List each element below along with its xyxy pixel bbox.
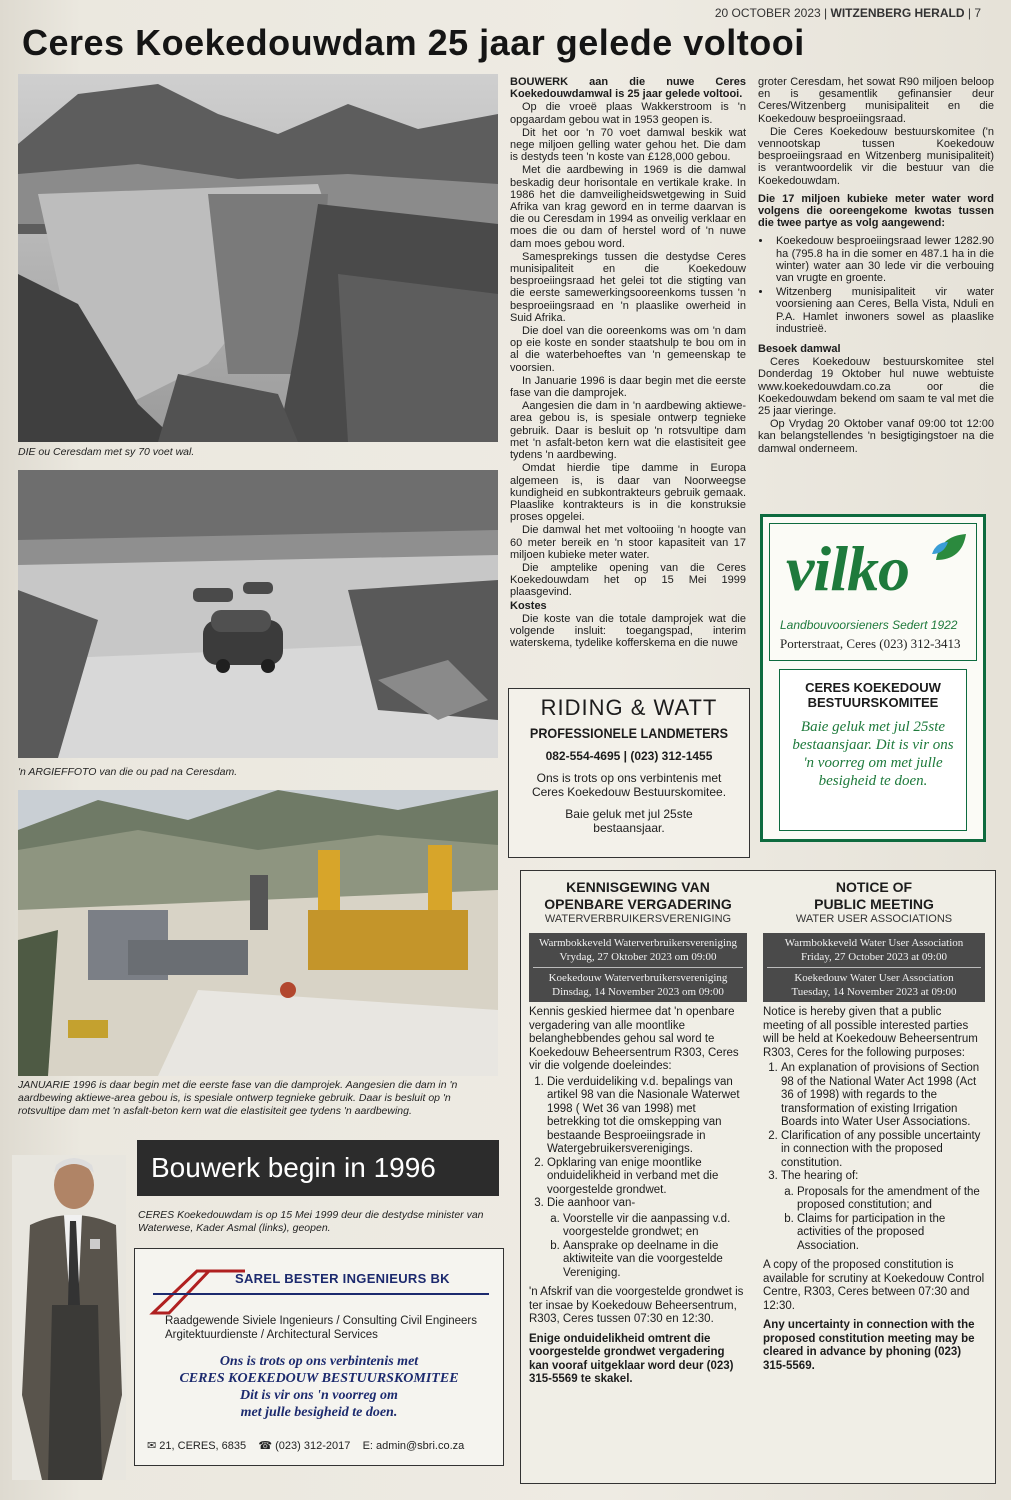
- notice-english: [763, 879, 985, 1373]
- vilko-heading1: CERES KOEKEDOUW: [805, 680, 941, 695]
- notice-en-title2: PUBLIC MEETING: [814, 896, 934, 912]
- notice-af-item-3: [547, 1197, 747, 1280]
- notice-en-subitem: a. Proposals for the amendment of the proposed constitution; and: [797, 1186, 985, 1213]
- notice-en-title1: NOTICE OF: [835, 879, 913, 895]
- notice-af-copy: 'n Afskrif van die voorgestelde grondwet is ter insae by Koekedouw Beheersentrum, R303, Ceres tussen 07:30 en 12:30.: [529, 1286, 744, 1325]
- riding-watt-subtitle: PROFESSIONELE LANDMETERS: [529, 725, 729, 741]
- article-p5: Samesprekings tussen die destydse Ceres munisipaliteit en die Koekedouw besproeiingsraad het gelei tot die stigting van die eerste samewerkingsooreenkoms tussen 'n besproeiingsraad en 'n plaaslike owerheid in Suid Afrika.: [510, 250, 746, 324]
- notice-en-box3: Koekedouw Water User Association: [794, 972, 954, 984]
- notice-af-dates: [529, 933, 747, 1002]
- notice-en-item: 2. Clarification of any possible uncertainty in connection with the proposed constitution.: [781, 1130, 985, 1171]
- ad-riding-watt: [508, 688, 750, 858]
- sarel-bester-msg4: met julle besigheid te doen.: [240, 1405, 398, 1420]
- caption-photo-construction: JANUARIE 1996 is daar begin met die eerste fase van die damprojek. Aangesien die dam in 'n aardbewing aktiewe-area gebou is, is spesiale ontwerp tegnieke gebruik. Daar is besluit op 'n rotsvultipe dam met 'n asfalt-beton kern wat die elastisiteit gee tydens 'n aardbewing.: [18, 1079, 458, 1117]
- notice-en-item-3: [781, 1170, 985, 1253]
- notice-en-items: [763, 1062, 985, 1253]
- public-meeting-notices: [520, 870, 996, 1484]
- ad-sarel-bester: [134, 1248, 504, 1466]
- photo-construction-1996: [18, 790, 498, 1076]
- besoek-p1: Ceres Koekedouw bestuurskomitee stel Donderdag 19 Oktober hul nuwe webtuiste www.koekedouwdam.co.za oor die Koekedouwdam bekend om saam te val met die 25 jaar vieringe.: [758, 356, 994, 418]
- notice-en-item: 1. An explanation of provisions of Section 98 of the National Water Act 1998 (Act 36 of 1998) with regards to the transformation of existing Irrigation Boards into Water User Associations.: [781, 1062, 985, 1130]
- notice-en-box2: Friday, 27 October 2023 at 09:00: [801, 951, 947, 963]
- divider: [767, 967, 981, 968]
- notice-en-body: [763, 1006, 985, 1373]
- sarel-bester-message: [135, 1353, 503, 1421]
- vilko-heading2: BESTUURSKOMITEE: [807, 695, 939, 710]
- header-page-number: 7: [974, 6, 981, 20]
- article-col2-p2: Die Ceres Koekedouw bestuurskomitee ('n vennootskap tussen Koekedouw besproeiingsraad en Witzenberg munisipaliteit) is verantwoordelik vir die bestuur van die Koekedouwdam.: [758, 125, 994, 187]
- photo-minister: [12, 1155, 126, 1480]
- article-p7: In Januarie 1996 is daar begin met die eerste fase van die damprojek.: [510, 374, 746, 400]
- caption-photo-old-dam: DIE ou Ceresdam met sy 70 voet wal.: [18, 446, 195, 458]
- vilko-address: Porterstraat, Ceres (023) 312-3413: [780, 636, 961, 651]
- photo-old-dam: [18, 74, 498, 442]
- photo-archive-road: [18, 470, 498, 758]
- riding-watt-line1: Ons is trots op ons verbintenis met Ceres Koekedouw Bestuurskomitee.: [531, 771, 727, 799]
- kwota-item: • Koekedouw besproeiingsraad lewer 1282.90 ha (795.8 ha in die somer en 487.1 ha in die winter) water aan 30 lede vir die verbouing van vrugte en groente.: [772, 235, 994, 284]
- phone-icon: ☎: [258, 1440, 273, 1452]
- sarel-bester-contact: [147, 1439, 497, 1452]
- notice-en-dates: [763, 933, 985, 1002]
- riding-watt-phones: 082-554-4695 | (023) 312-1455: [545, 749, 713, 763]
- caption-photo-minister: CERES Koekedouwdam is op 15 Mei 1999 deur die destydse minister van Waterwese, Kader Asmal (links), geopen.: [138, 1209, 484, 1234]
- vilko-top: [769, 523, 977, 661]
- notice-af-body: [529, 1006, 747, 1387]
- notice-af-title1: KENNISGEWING VAN: [566, 879, 710, 895]
- sarel-bester-msg2: CERES KOEKEDOUW BESTUURSKOMITEE: [179, 1371, 459, 1386]
- notice-af-item: Die aanhoor van-: [547, 1197, 636, 1209]
- notice-en-item: The hearing of:: [781, 1170, 859, 1182]
- notice-en-subitems: [781, 1186, 985, 1254]
- sarel-bester-msg3: Dit is vir ons 'n voorreg om: [240, 1388, 398, 1403]
- notice-af-subitem: b. Aansprake op deelname in die aktiwiteite van die voorgestelde Vereniging.: [563, 1240, 747, 1281]
- kwota-item: • Witzenberg munisipaliteit vir water voorsiening aan Ceres, Bella Vista, Nduli en P.A. Hamlet inwoners sowel as plaaslike industrieë.: [772, 286, 994, 335]
- notice-af-items: [529, 1076, 747, 1281]
- page-header: 20 OCTOBER 2023 | WITZENBERG HERALD | 7: [714, 6, 981, 20]
- ad-vilko: [760, 514, 986, 842]
- notice-af-box3: Koekedouw Waterverbruikersvereniging: [548, 972, 728, 984]
- notice-af-closing: Enige onduidelikheid omtrent die voorgestelde grondwet vergadering kan vooraf uitgeklaar word deur (023) 315-5569 te skakel.: [529, 1332, 734, 1385]
- notice-af-box1: Warmbokkeveld Waterverbruikersvereniging: [538, 937, 738, 949]
- notice-en-copy: A copy of the proposed constitution is available for scrutiny at Koekedouw Control Centre, R303, Ceres between 07:30 and 12:30.: [763, 1259, 985, 1312]
- notice-en-box1: Warmbokkeveld Water User Association: [784, 937, 964, 949]
- article-p1: BOUWERK aan die nuwe Ceres Koekedouwdamwal is 25 jaar gelede voltooi.: [510, 76, 746, 101]
- sarel-bester-rule: [153, 1293, 489, 1295]
- vilko-tagline: Landbouvoorsieners Sedert 1922: [780, 618, 958, 632]
- vilko-message: Baie geluk met jul 25ste bestaansjaar. Dit is vir ons 'n voorreg om met julle besigheid te doen.: [792, 719, 954, 789]
- banner-bouwerk: Bouwerk begin in 1996: [137, 1140, 499, 1196]
- riding-watt-line2: Baie geluk met jul 25ste bestaansjaar.: [565, 807, 693, 835]
- notice-af-box4: Dinsdag, 14 November 2023 om 09:00: [552, 986, 724, 998]
- kostes-text: Die koste van die totale damprojek wat die volgende insluit: toegangspad, interim waterskema, tydelike kofferskema en die nuwe: [510, 612, 746, 650]
- notice-af-title2: OPENBARE VERGADERING: [544, 896, 732, 912]
- kwotas-heading: Die 17 miljoen kubieke meter water word volgens die ooreengekome kwotas tussen die twee partye as volg aangewend:: [758, 192, 994, 230]
- sarel-bester-box: 21, CERES, 6835: [159, 1440, 247, 1452]
- header-date: 20 OCTOBER 2023: [714, 6, 821, 20]
- article-p4: Met die aardbewing in 1969 is die damwal beskadig deur horisontale en vertikale krake. In 1986 het die damveiligheidswetgewing in Suid Afrika van krag geword en in terme daarvan is die ou Ceresdam in 1994 as onveilig verklaar en moes die ou dam of herstel word of 'n nuwe dam moes gebou word.: [510, 164, 746, 250]
- notice-af-intro: Kennis geskied hiermee dat 'n openbare vergadering van alle moontlike belanghebbendes gehou sal word te Koekedouw Beheersentrum R303, Ceres vir die volgende doeleindes:: [529, 1006, 739, 1072]
- article-p9: Omdat hierdie tipe damme in Europa algemeen is, is daar van Noorweegse kundigheid en subkontrakteurs gebruik gemaak. Plaaslike kontrakteurs is in die konstruksie proses opgelei.: [510, 462, 746, 524]
- notice-af-sub: WATERVERBRUIKERSVERENIGING: [544, 913, 732, 925]
- notice-af-subitems: [547, 1213, 747, 1281]
- sarel-bester-msg1: Ons is trots op ons verbintenis met: [219, 1354, 419, 1369]
- article-p2: Op die vroeë plaas Wakkerstroom is 'n opgaardam gebou wat in 1953 geopen is.: [510, 101, 746, 126]
- header-paper: WITZENBERG HERALD: [830, 6, 965, 20]
- besoek-heading: Besoek damwal: [758, 343, 841, 356]
- leaf-icon: [930, 530, 970, 570]
- vilko-logo: vilko: [786, 533, 909, 604]
- notice-af-subitem: a. Voorstelle vir die aanpassing v.d. voorgestelde grondwet; en: [563, 1213, 747, 1240]
- divider: [533, 967, 743, 968]
- article-col2-p1: groter Ceresdam, het sowat R90 miljoen beloop en is gesamentlik gefinansier deur Ceres/Witzenberg munisipaliteit en die Koekedouw besproeiingsraad.: [758, 76, 994, 125]
- kwotas-list: [758, 235, 994, 335]
- vilko-message-box: [779, 669, 967, 831]
- sarel-bester-phone: (023) 312-2017: [275, 1440, 351, 1452]
- article-p6: Die doel van die ooreenkoms was om 'n dam op eie koste en sonder staatshulp te bou om in al die waterbehoeftes van 'n gemeenskap te voorsien.: [510, 325, 746, 374]
- kostes-heading: Kostes: [510, 599, 547, 612]
- sarel-bester-logo: [149, 1263, 249, 1319]
- article-p10: Die damwal het met voltooiing 'n hoogte van 60 meter bereik en 'n stoor kapasiteit van 17 miljoen kubieke meter water.: [510, 524, 746, 561]
- notice-af-item: 1. Die verduideliking v.d. bepalings van artikel 98 van die Nasionale Waterwet 1998 ( Wet 36 van 1998) met betrekking tot die omskepping van bestaande Besproeiingsrade in Watergebruikersverenigings.: [547, 1076, 747, 1157]
- sarel-bester-email: E: admin@sbri.co.za: [362, 1440, 465, 1452]
- article-p3: Dit het oor 'n 70 voet damwal beskik wat nege miljoen gelling water gehou het. Die dam is destyds teen 'n koste van £128,000 gebou.: [510, 126, 746, 164]
- notice-en-box4: Tuesday, 14 November 2023 at 09:00: [791, 986, 957, 998]
- caption-photo-archive: 'n ARGIEFFOTO van die ou pad na Ceresdam.: [18, 766, 238, 778]
- article-p11: Die amptelike opening van die Ceres Koekedouwdam het op 15 Mei 1999 plaasgevind.: [510, 561, 746, 599]
- notice-af-item: 2. Opklaring van enige moontlike onduidelikheid in verband met die voorgestelde grondwet.: [547, 1157, 747, 1198]
- article-column-2: [758, 76, 994, 456]
- sarel-bester-name: SAREL BESTER INGENIEURS BK: [235, 1271, 450, 1286]
- headline: Ceres Koekedouwdam 25 jaar gelede voltooi: [22, 22, 805, 63]
- notice-en-intro: Notice is hereby given that a public meeting of all possible interested parties will be held at Koekedouw Beheersentrum R303, Ceres for the following purposes:: [763, 1006, 978, 1059]
- notice-afrikaans: [529, 879, 747, 1387]
- notice-en-closing: Any uncertainty in connection with the proposed constitution meeting may be cleared in advance by phoning (023) 315-5569.: [763, 1319, 975, 1372]
- sarel-bester-desc2: Argitektuurdienste / Architectural Services: [165, 1329, 378, 1341]
- notice-en-subitem: b. Claims for participation in the activities of the proposed Association.: [797, 1213, 985, 1254]
- article-column-1: [510, 76, 746, 650]
- article-p8: Aangesien die dam in 'n aardbewing aktiewe-area gebou is, is spesiale ontwerp tegnieke gebruik. Daar is besluit op 'n rotsvultipe dam met 'n asfalt-beton kern wat die elastisiteit gee tydens 'n aardbewing.: [510, 400, 746, 462]
- notice-af-box2: Vrydag, 27 Oktober 2023 om 09:00: [559, 951, 717, 963]
- sarel-bester-desc1: Raadgewende Siviele Ingenieurs / Consulting Civil Engineers: [165, 1315, 477, 1327]
- mailbox-icon: ✉: [147, 1440, 157, 1452]
- notice-en-sub: WATER USER ASSOCIATIONS: [795, 913, 953, 925]
- besoek-p2: Op Vrydag 20 Oktober vanaf 09:00 tot 12:00 kan belangstellendes 'n besigtigingstoer na die damwal onderneem.: [758, 418, 994, 455]
- riding-watt-title: RIDING & WATT: [540, 695, 718, 720]
